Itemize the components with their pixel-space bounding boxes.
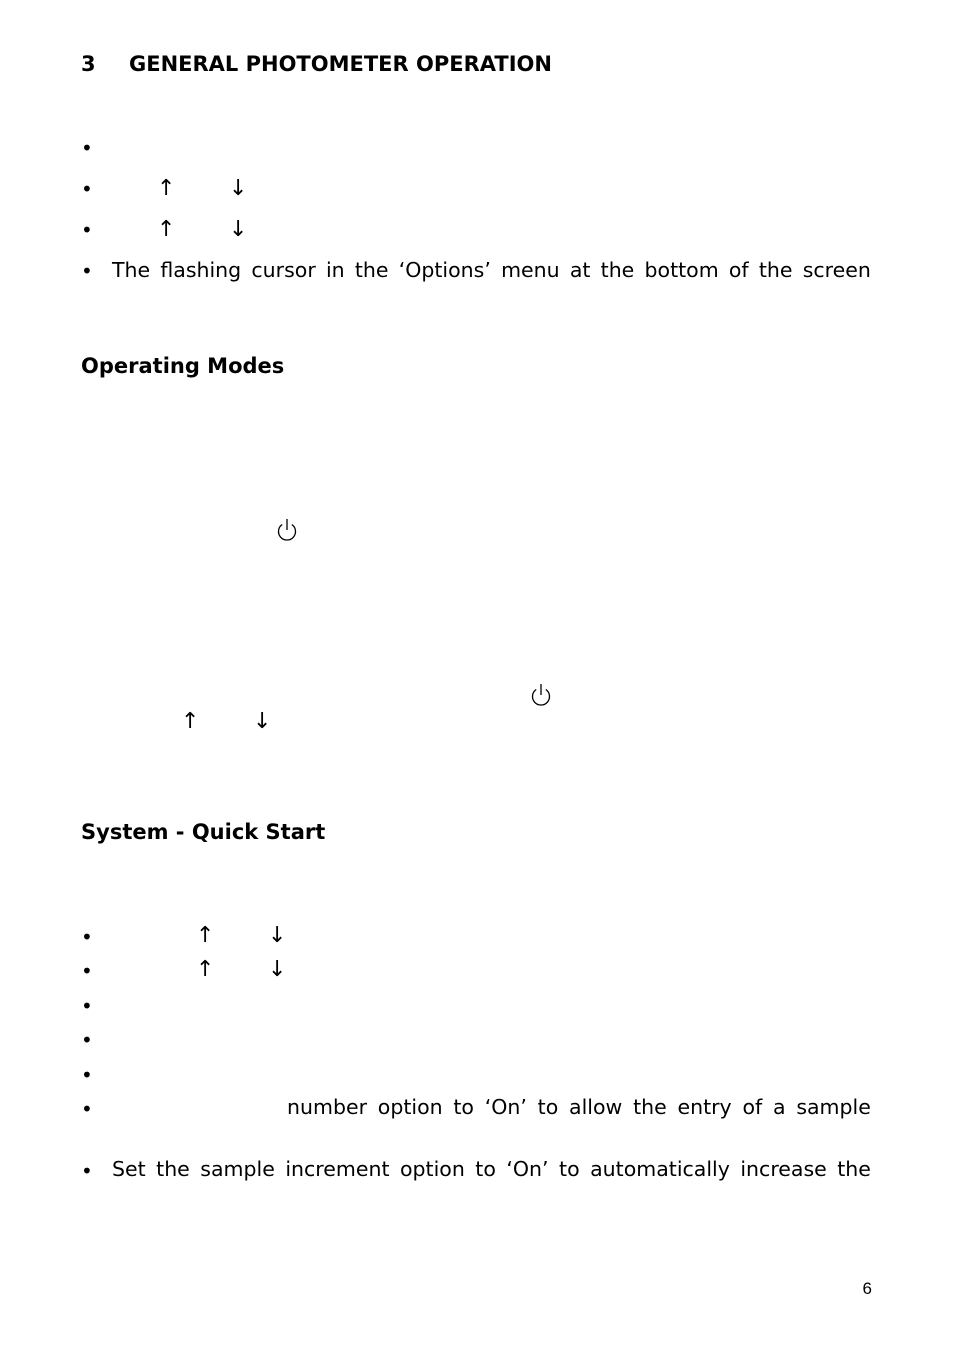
up-arrow-icon: ↑ <box>196 923 215 948</box>
down-arrow-icon: ↓ <box>253 709 272 734</box>
page-number: 6 <box>862 1279 872 1298</box>
quick-start-heading: System - Quick Start <box>81 820 326 844</box>
bullet: • <box>81 959 93 983</box>
down-arrow-icon: ↓ <box>268 957 287 982</box>
bullet: • <box>81 218 93 242</box>
section-title: GENERAL PHOTOMETER OPERATION <box>129 52 552 76</box>
bullet: • <box>81 1097 93 1121</box>
bullet: • <box>81 1159 93 1183</box>
sample-number-item: number option to ‘On’ to allow the entry of a sample <box>287 1095 871 1119</box>
down-arrow-icon: ↓ <box>268 923 287 948</box>
bullet: • <box>81 1063 93 1087</box>
bullet: • <box>81 177 93 201</box>
up-arrow-icon: ↑ <box>157 176 176 201</box>
up-arrow-icon: ↑ <box>196 957 215 982</box>
bullet: • <box>81 136 93 160</box>
sample-increment-item: Set the sample increment option to ‘On’ to automatically increase the <box>112 1157 871 1181</box>
section-number: 3 <box>81 52 96 76</box>
down-arrow-icon: ↓ <box>229 217 248 242</box>
bullet: • <box>81 994 93 1018</box>
operating-modes-heading: Operating Modes <box>81 354 285 378</box>
power-icon <box>275 517 299 543</box>
down-arrow-icon: ↓ <box>229 176 248 201</box>
up-arrow-icon: ↑ <box>157 217 176 242</box>
options-cursor-item: The flashing cursor in the ‘Options’ menu at the bottom of the screen <box>112 258 871 282</box>
bullet: • <box>81 925 93 949</box>
up-arrow-icon: ↑ <box>181 709 200 734</box>
power-icon <box>529 682 553 708</box>
bullet: • <box>81 1028 93 1052</box>
bullet: • <box>81 259 93 283</box>
